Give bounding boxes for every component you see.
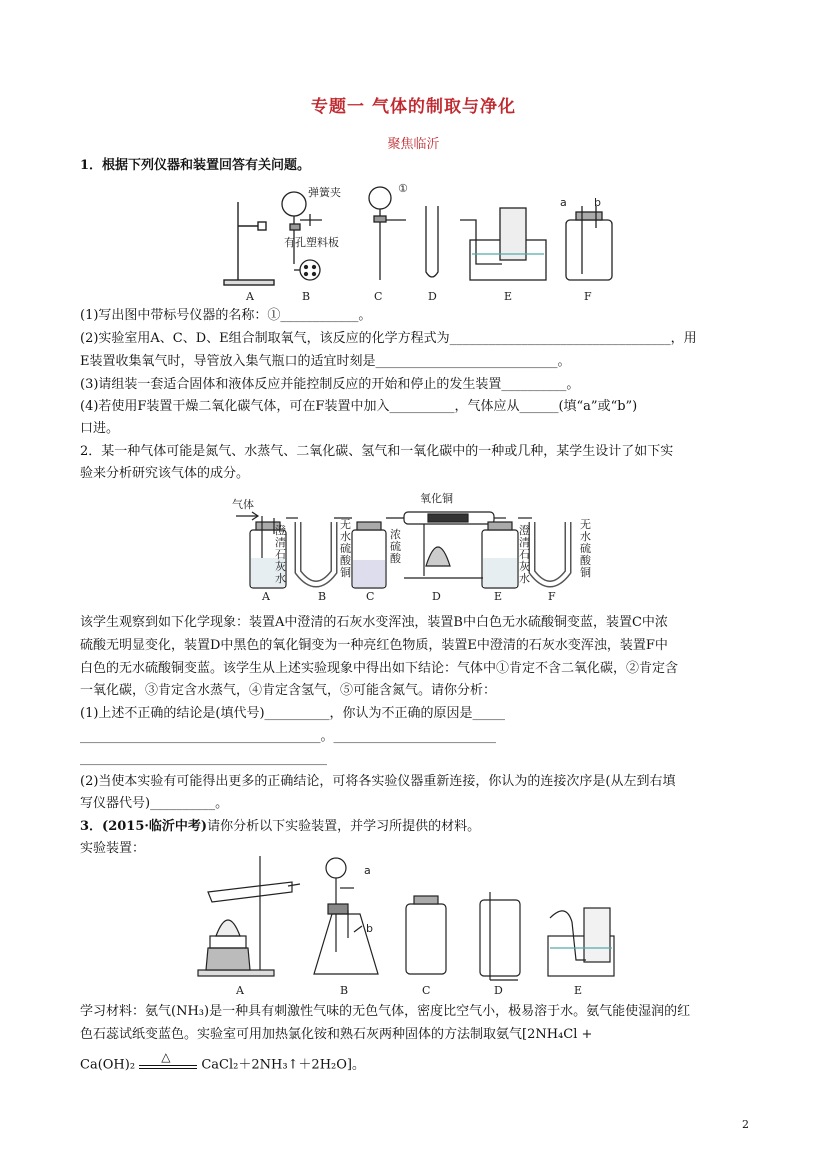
- section-subtitle: 聚焦临沂: [387, 137, 440, 152]
- q2-stem-line1: 2．某一种气体可能是氮气、水蒸气、二氧化碳、氢气和一氧化碳中的一种或几种，某学生设计了如下实: [80, 444, 674, 459]
- q2-stem-line2: 验来分析研究该气体的成分。: [80, 466, 250, 481]
- svg-text:水: 水: [340, 530, 351, 543]
- copper-oxide-label: 氧化铜: [420, 492, 453, 505]
- sulfuric-acid-label-c: [390, 527, 402, 565]
- svg-text:水: 水: [275, 572, 286, 585]
- cuso4-label-f: [580, 518, 592, 579]
- fig2-label-c: C: [366, 590, 375, 603]
- svg-text:澄: 澄: [275, 524, 286, 537]
- q3-sub-heading: 实验装置：: [80, 841, 146, 856]
- flask-b-label: b: [366, 922, 373, 935]
- device-c: [369, 187, 406, 280]
- svg-text:无: 无: [580, 518, 591, 531]
- svg-text:酸: 酸: [580, 554, 591, 567]
- port-a-label: a: [560, 196, 567, 209]
- svg-text:清: 清: [519, 536, 530, 549]
- q2-observation-line1: 该学生观察到如下化学现象：装置A中澄清的石灰水变浑浊，装置B中白色无水硫酸铜变蓝，装置C中浓: [80, 615, 668, 630]
- cuso4-label-b: [340, 518, 352, 579]
- svg-text:石: 石: [275, 548, 286, 561]
- page-title: 专题一 气体的制取与净化: [311, 97, 516, 117]
- q1-part1: (1)写出图中带标号仪器的名称：①____________。: [80, 308, 372, 323]
- q2-part1-line3: ______________________________________: [80, 751, 327, 766]
- svg-text:硫: 硫: [340, 542, 351, 555]
- q2-observation-line2: 硫酸无明显变化，装置D中黑色的氧化铜变为一种亮红色物质，装置E中澄清的石灰水变浑浊，装置F中: [80, 638, 668, 653]
- q3-stem-text: 请你分析以下实验装置，并学习所提供的材料。: [207, 819, 481, 834]
- test-tube-d: [426, 206, 438, 277]
- q2-part2-line2: 写仪器代号)__________。: [80, 796, 229, 811]
- q1-part2-line2: E装置收集氧气时，导管放入集气瓶口的适宜时刻是____________________________。: [80, 354, 571, 369]
- svg-text:清: 清: [275, 536, 286, 549]
- svg-text:酸: 酸: [390, 552, 401, 565]
- wash-bottle-f: [566, 206, 612, 280]
- svg-text:硫: 硫: [390, 540, 401, 553]
- funnel-a-label: a: [364, 864, 371, 877]
- fig-label-d: D: [428, 290, 437, 303]
- fig2-label-e: E: [494, 590, 503, 603]
- q1-stem: 1．根据下列仪器和装置回答有关问题。: [80, 158, 311, 173]
- q3-stem: [80, 818, 750, 836]
- q2-part1-line2: _____________________________________。_________________________: [80, 729, 496, 744]
- spring-clip-label: 弹簧夹: [308, 186, 341, 199]
- fig3-label-b: B: [340, 984, 349, 997]
- q3-apparatus-figure: [188, 852, 628, 1000]
- perforated-plate-label: 有孔塑料板: [284, 236, 339, 249]
- heat-symbol: △: [161, 1050, 171, 1064]
- svg-text:铜: 铜: [580, 566, 591, 579]
- svg-text:铜: 铜: [340, 566, 351, 579]
- svg-text:澄: 澄: [519, 524, 530, 537]
- fig2-label-b: B: [318, 590, 327, 603]
- lime-water-label-a: [275, 524, 286, 585]
- svg-text:水: 水: [580, 530, 591, 543]
- fig-label-a: A: [246, 290, 254, 303]
- page-number: 2: [742, 1118, 749, 1131]
- q3-source: 3．(2015·临沂中考): [80, 819, 208, 834]
- fig2-label-f: F: [548, 590, 556, 603]
- heating-condition: [139, 1050, 197, 1074]
- fig3-label-a: A: [236, 984, 244, 997]
- fig3-label-c: C: [422, 984, 431, 997]
- fig-label-b: B: [302, 290, 311, 303]
- iron-stand-a: [224, 202, 274, 285]
- port-b-label: b: [594, 196, 601, 209]
- svg-text:酸: 酸: [340, 554, 351, 567]
- q2-apparatus-figure: [228, 488, 608, 606]
- fig3-label-e: E: [574, 984, 583, 997]
- svg-text:灰: 灰: [519, 560, 530, 573]
- q1-part3: (3)请组装一套适合固体和液体反应并能控制反应的开始和停止的发生装置__________。: [80, 377, 580, 392]
- gas-inlet-label: 气体: [232, 498, 254, 511]
- fig-label-c: C: [374, 290, 383, 303]
- q2-observation-line3: 白色的无水硫酸铜变蓝。该学生从上述实验现象中得出如下结论：气体中①肯定不含二氧化碳，②肯定含: [80, 661, 679, 676]
- svg-text:灰: 灰: [275, 560, 286, 573]
- mark-1-label: ①: [398, 182, 408, 195]
- svg-text:浓: 浓: [390, 528, 401, 541]
- fig-label-e: E: [504, 290, 513, 303]
- q1-apparatus-figure: [210, 180, 630, 306]
- q3-material-line1: 学习材料：氨气(NH₃)是一种具有刺激性气味的无色气体，密度比空气小，极易溶于水。氨气能使湿润的红: [80, 1004, 691, 1019]
- q3-material-line3: [80, 1050, 750, 1075]
- calcium-hydroxide: Ca(OH)₂: [80, 1057, 136, 1073]
- svg-text:无: 无: [340, 518, 351, 531]
- fig2-label-d: D: [432, 590, 441, 603]
- q2-part1-line1: (1)上述不正确的结论是(填代号)__________，你认为不正确的原因是_____: [80, 706, 506, 721]
- fig3-label-d: D: [494, 984, 503, 997]
- q3-material-line2: 色石蕊试纸变蓝色。实验室可用加热氯化铵和熟石灰两种固体的方法制取氨气[2NH₄Cl +: [80, 1027, 593, 1042]
- water-trough-e: [460, 208, 546, 280]
- q1-part4-line1: (4)若使用F装置干燥二氧化碳气体，可在F装置中加入__________，气体应从______(填“a”或“b”): [80, 399, 638, 414]
- reaction-products: CaCl₂＋2NH₃↑＋2H₂O]。: [201, 1057, 365, 1073]
- q2-observation-line4: 一氧化碳，③肯定含水蒸气，④肯定含氢气，⑤可能含氮气。请你分析：: [80, 683, 497, 698]
- svg-text:石: 石: [519, 548, 530, 561]
- fig-label-f: F: [584, 290, 592, 303]
- fig2-label-a: A: [262, 590, 270, 603]
- q2-part2-line1: (2)当使本实验有可能得出更多的正确结论，可将各实验仪器重新连接，你认为的连接次序是(从左到右填: [80, 774, 676, 789]
- q1-part2-line1: (2)实验室用A、C、D、E组合制取氧气，该反应的化学方程式为__________________________________，用: [80, 331, 697, 346]
- lime-water-label-e: [519, 524, 530, 585]
- svg-text:硫: 硫: [580, 542, 591, 555]
- q1-part4-line2: 口进。: [80, 421, 120, 436]
- svg-text:水: 水: [519, 572, 530, 585]
